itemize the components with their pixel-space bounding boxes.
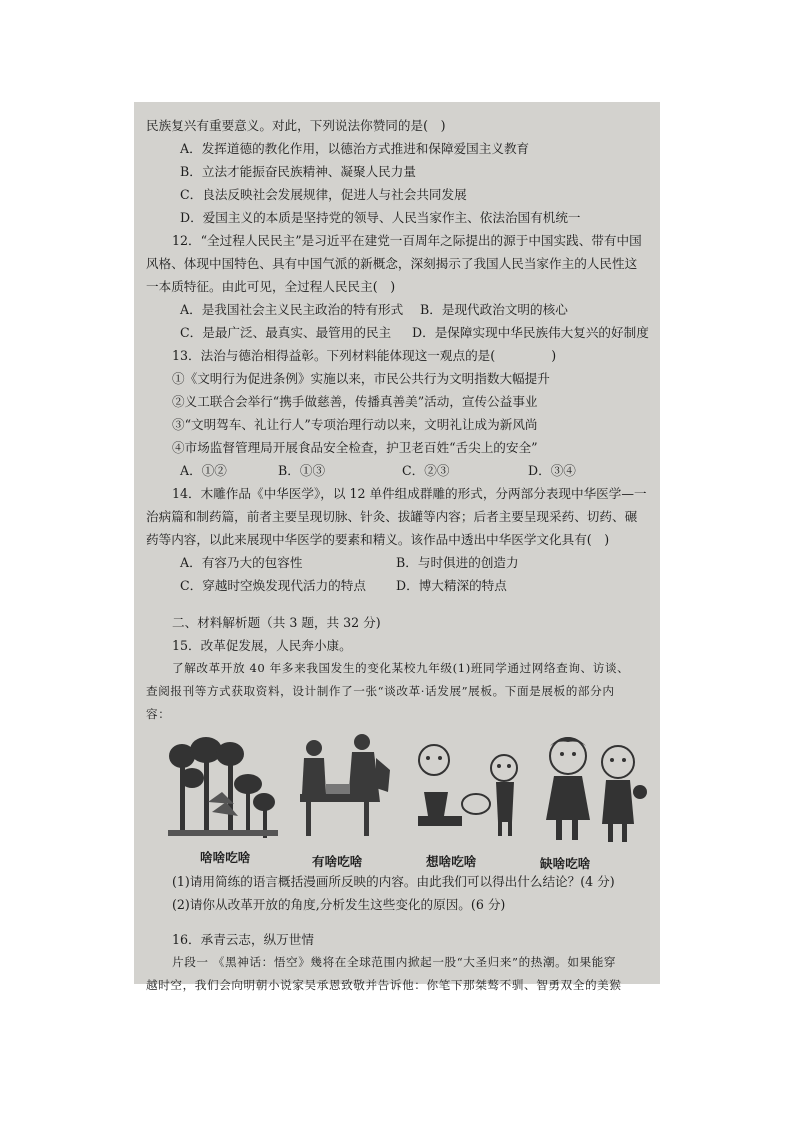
question-13-stem	[146, 344, 654, 367]
question-15-sub-1: (1)请用简练的语言概括漫画所反映的内容。由此我们可以得出什么结论？(4 分)	[172, 874, 615, 889]
option-14b: B．与时俱进的创造力	[396, 555, 519, 570]
question-16-title: 16．承青云志，纵万世情	[172, 932, 314, 947]
question-14-line-2: 治病篇和制药篇，前者主要呈现切脉、针灸、拔罐等内容；后者主要呈现采药、切药、碾	[146, 509, 638, 524]
caption-cartoon-2: 有啥吃啥	[312, 854, 363, 869]
option-13b: B．①③	[278, 463, 326, 478]
option-11a: A．发挥道德的教化作用，以德治方式推进和保障爱国主义教育	[180, 141, 530, 156]
question-15-material-2: 查阅报刊等方式获取资料，设计制作了一张“谈改革·话发展”展板。下面是展板的部分内	[146, 684, 615, 698]
question-15-title: 15．改革促发展，人民奔小康。	[172, 638, 352, 653]
option-11c: C．良法反映社会发展规律，促进人与社会共同发展	[180, 187, 467, 202]
option-11b: B．立法才能振奋民族精神、凝聚人民力量	[180, 164, 416, 179]
option-13a: A．①②	[180, 463, 227, 478]
question-15-material-3: 容：	[146, 707, 171, 721]
option-13c: C．②③	[402, 463, 450, 478]
option-14d: D．博大精深的特点	[396, 578, 507, 593]
caption-cartoon-3: 想啥吃啥	[426, 854, 477, 869]
question-14-line-1: 14．木雕作品《中华医学》，以 12 单件组成群雕的形式，分两部分表现中华医学—一	[172, 486, 647, 501]
question-16-material-1: 片段一 《黑神话：悟空》幾将在全球范围内掀起一股“大圣归来”的热潮。如果能穿	[172, 955, 617, 969]
section-2-title: 二、材料解析题（共 3 题，共 32 分)	[172, 615, 381, 630]
question-12-line-1: 12．“全过程人民民主”是习近平在建党一百周年之际提出的源于中国实践、带有中国	[172, 233, 642, 248]
comic-strip	[146, 732, 654, 870]
question-13-text: 13．法治与德治相得益彰。下列材料能体现这一观点的是(	[172, 348, 496, 363]
question-15-sub-2: (2)请你从改革开放的角度,分析发生这些变化的原因。(6 分)	[172, 897, 506, 912]
material-13-1: ①《文明行为促进条例》实施以来，市民公共行为文明指数大幅提升	[172, 371, 550, 386]
cartoon-meal-image	[404, 732, 544, 847]
option-14a: A．有容乃大的包容性	[180, 555, 303, 570]
question-12-line-3: 一本质特征。由此可见，全过程人民民主( )	[146, 279, 396, 294]
material-13-2: ②义工联合会举行“携手做慈善，传播真善美”活动，宣传公益事业	[172, 394, 538, 409]
options-12-row-1	[146, 298, 654, 321]
option-12b: B．是现代政治文明的核心	[420, 302, 568, 317]
caption-cartoon-1: 啥啥吃啥	[200, 850, 251, 865]
options-13-row	[146, 459, 654, 482]
caption-cartoon-4: 缺啥吃啥	[540, 856, 591, 871]
option-12a: A．是我国社会主义民主政治的特有形式	[180, 302, 404, 317]
cartoon-kids-image	[538, 732, 652, 857]
option-14c: C．穿越时空焕发现代活力的特点	[180, 578, 366, 593]
material-13-3: ③“文明驾车、礼让行人”专项治理行动以来，文明礼让成为新风尚	[172, 417, 538, 432]
options-14-row-2	[146, 574, 654, 597]
text-line: 民族复兴有重要意义。对此，下列说法你赞同的是( )	[146, 118, 446, 133]
options-12-row-2	[146, 321, 654, 344]
option-11d: D．爱国主义的本质是坚持党的领导、人民当家作主、依法治国有机统一	[180, 210, 581, 225]
option-13d: D．③④	[528, 463, 576, 478]
cartoon-table-image	[296, 732, 396, 847]
question-15-material-1: 了解改革开放 40 年多来我国发生的变化某校九年级(1)班同学通过网络查询、访谈、	[172, 661, 630, 675]
exam-page-photo	[134, 102, 660, 992]
material-13-4: ④市场监督管理局开展食品安全检查，护卫老百姓“舌尖上的安全”	[172, 440, 538, 455]
question-14-line-3: 药等内容，以此来展现中华医学的要素和精义。该作品中透出中华医学文化具有( )	[146, 532, 610, 547]
question-13-close: )	[551, 348, 557, 363]
option-12d: D．是保障实现中华民族伟大复兴的好制度	[412, 325, 649, 340]
options-14-row-1	[146, 551, 654, 574]
question-16-material-2: 越时空，我们会向明朝小说家吴承恩致敬并告诉他：你笔下那桀骜不驯、智勇双全的美猴	[146, 978, 622, 992]
cartoon-trees-image	[168, 732, 278, 847]
exam-content	[146, 114, 654, 997]
option-12c: C．是最广泛、最真实、最管用的民主	[180, 325, 392, 340]
question-12-line-2: 风格、体现中国特色、具有中国气派的新概念，深刻揭示了我国人民当家作主的人民性这	[146, 256, 638, 271]
